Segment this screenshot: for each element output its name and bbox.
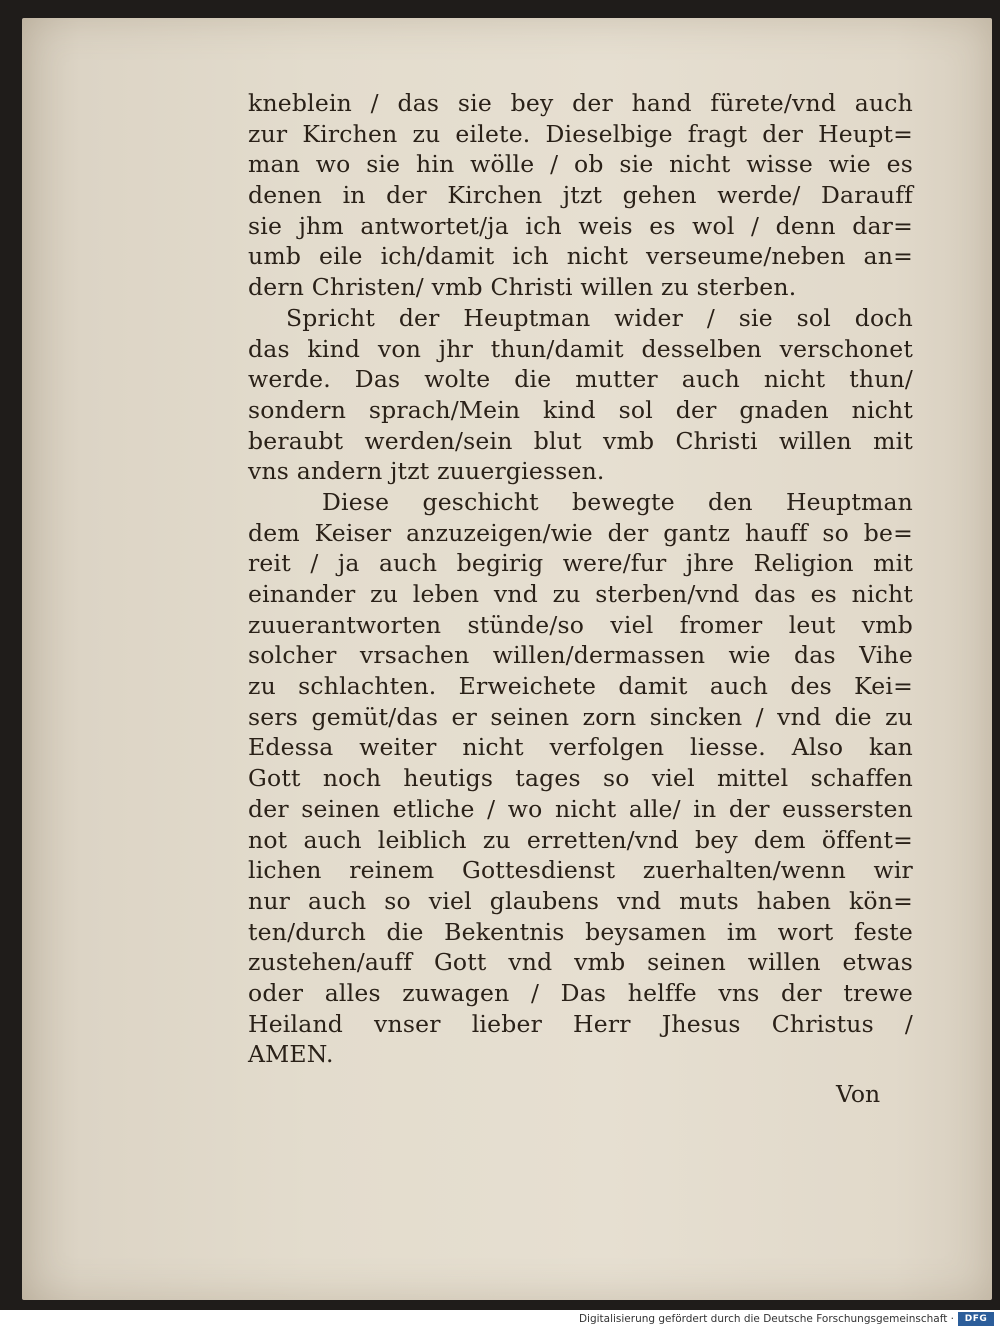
page-text [248,88,913,1070]
text-line: man wo sie hin wölle / ob sie nicht wisse wie es [248,150,913,179]
text-line: solcher vrsachen willen/dermassen wie das Vihe [248,641,913,670]
text-line: Edessa weiter nicht verfolgen liesse. Also kan [248,733,913,762]
text-line: zustehen/auff Gott vnd vmb seinen willen etwas [248,948,913,977]
dfg-logo-icon: DFG [958,1312,994,1326]
footer-credit: Digitalisierung gefördert durch die Deutsche Forschungsgemeinschaft · [578,1313,954,1325]
text-line: nur auch so viel glaubens vnd muts haben kön= [248,886,913,915]
text-line: lichen reinem Gottesdienst zuerhalten/wenn wir [248,856,913,885]
text-line: sers gemüt/das er seinen zorn sincken / vnd die zu [248,702,913,731]
text-line: zu schlachten. Erweichete damit auch des Kei= [248,672,913,701]
text-line: zur Kirchen zu eilete. Dieselbige fragt der Heupt= [248,119,913,148]
text-line: beraubt werden/sein blut vmb Christi willen mit [248,426,913,455]
text-line: das kind von jhr thun/damit desselben verschonet [248,334,913,363]
text-line: dern Christen/ vmb Christi willen zu sterben. [248,273,797,302]
text-line: AMEN. [248,1040,334,1069]
text-line: ten/durch die Bekentnis beysamen im wort feste [248,917,913,946]
text-line: oder alles zuwagen / Das helffe vns der trewe [248,978,913,1007]
text-line: der seinen etliche / wo nicht alle/ in der eussersten [248,794,913,823]
text-line: Gott noch heutigs tages so viel mittel schaffen [248,764,913,793]
text-line: reit / ja auch begirig were/fur jhre Religion mit [248,549,913,578]
text-line: sie jhm antwortet/ja ich weis es wol / denn dar= [248,211,913,240]
text-line: dem Keiser anzuzeigen/wie der gantz hauff so be= [248,518,913,547]
text-line: Heiland vnser lieber Herr Jhesus Christus / [248,1009,913,1038]
text-line: zuuerantworten stünde/so viel fromer leut vmb [248,610,913,639]
text-line: werde. Das wolte die mutter auch nicht thun/ [248,365,913,394]
text-line: sondern sprach/Mein kind sol der gnaden nicht [248,395,913,424]
text-line: kneblein / das sie bey der hand fürete/vnd auch [248,89,913,117]
text-line: umb eile ich/damit ich nicht verseume/neben an= [248,242,913,271]
text-line: not auch leiblich zu erretten/vnd bey dem öffent= [248,825,913,854]
text-line: denen in der Kirchen jtzt gehen werde/ Darauff [248,181,913,210]
text-line: vns andern jtzt zuuergiessen. [248,457,605,486]
text-line: Spricht der Heuptman wider / sie sol doch [286,303,913,332]
text-line: Diese geschicht bewegte den Heuptman [322,487,913,516]
text-line: einander zu leben vnd zu sterben/vnd das es nicht [248,580,913,608]
catchword: Von [836,1080,881,1108]
